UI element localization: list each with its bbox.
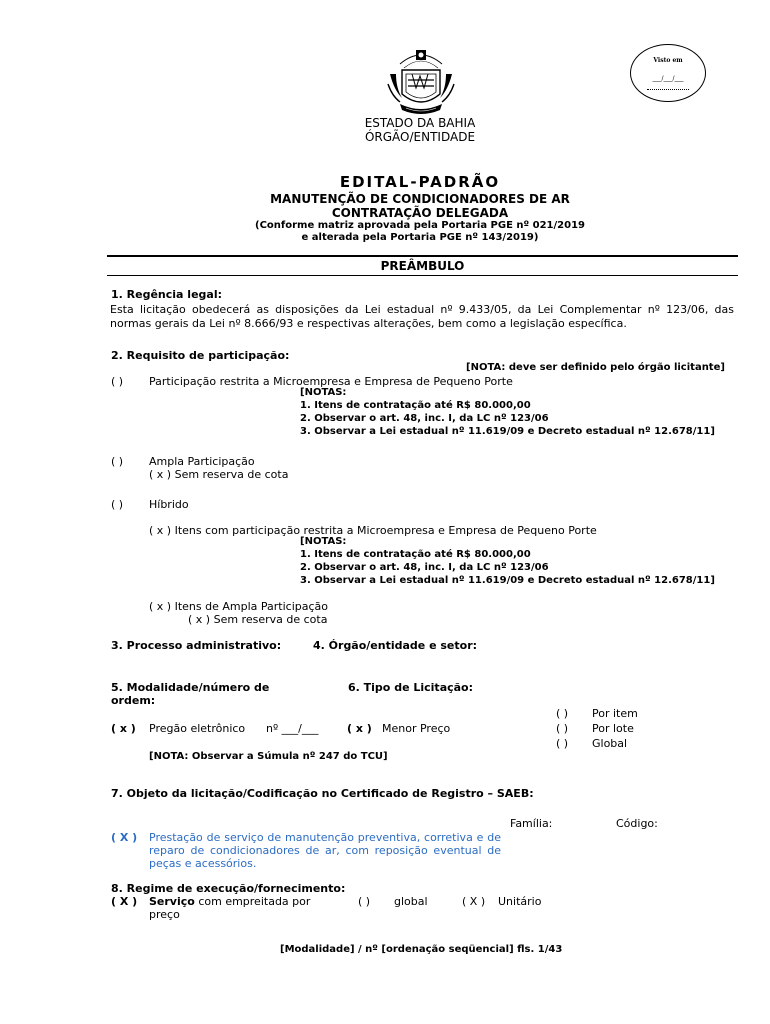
- s6-checkbox[interactable]: ( x ): [347, 722, 372, 735]
- s6-item-checkbox[interactable]: ( ): [556, 707, 569, 720]
- s2b-nota-1: 1. Itens de contratação até R$ 80.000,00: [300, 549, 531, 560]
- s6-option: Menor Preço: [382, 722, 451, 735]
- s2-opt3-label: Híbrido: [149, 498, 189, 511]
- document-title: EDITAL-PADRÃO: [339, 173, 501, 191]
- s1-text: Esta licitação obedecerá as disposições da Lei estadual nº 9.433/05, da Lei Complementar nº 123/06, das normas gerais da Lei nº 8.666/93 e respectivas alterações, bem como a legislação específica.: [110, 303, 734, 330]
- s6-global-label: Global: [592, 737, 628, 750]
- s6-item-label: Por item: [592, 707, 638, 720]
- s8-servico: [149, 895, 310, 908]
- s8-servico-rest: com empreitada por: [194, 895, 311, 908]
- stamp-date-line: ___/___/___: [652, 75, 684, 82]
- s6-lote-label: Por lote: [592, 722, 634, 735]
- s2-nota-2: 2. Observar o art. 48, inc. I, da LC nº 123/06: [300, 413, 549, 424]
- s5-heading: 5. Modalidade/número de: [111, 681, 270, 694]
- visto-stamp: [630, 44, 706, 102]
- bottom-divider: [107, 275, 738, 276]
- s2b-nota-3: 3. Observar a Lei estadual nº 11.619/09 e Decreto estadual nº 12.678/11]: [300, 575, 715, 586]
- s8-global-checkbox[interactable]: ( ): [358, 895, 371, 908]
- state-name: ESTADO DA BAHIA: [364, 116, 476, 130]
- s5-checkbox[interactable]: ( x ): [111, 722, 136, 735]
- s2-nota-1: 1. Itens de contratação até R$ 80.000,00: [300, 400, 531, 411]
- top-divider: [107, 255, 738, 257]
- s2-heading: 2. Requisito de participação:: [111, 349, 290, 362]
- page-footer: [Modalidade] / nº [ordenação seqüencial] fls. 1/43: [280, 944, 563, 955]
- s2-opt3-sub2[interactable]: ( x ) Itens de Ampla Participação: [149, 600, 328, 613]
- s2-opt3-sub3[interactable]: ( x ) Sem reserva de cota: [188, 613, 328, 626]
- org-name: ÓRGÃO/ENTIDADE: [364, 130, 476, 144]
- s2-opt2-label: Ampla Participação: [149, 455, 255, 468]
- s2b-notas-head: [NOTAS:: [300, 536, 347, 547]
- s2-nota: [NOTA: deve ser definido pelo órgão licitante]: [466, 362, 725, 373]
- stamp-signature-line: [647, 89, 689, 90]
- s2-opt1-checkbox[interactable]: ( ): [111, 375, 124, 388]
- s2b-nota-2: 2. Observar o art. 48, inc. I, da LC nº 123/06: [300, 562, 549, 573]
- s5-option: Pregão eletrônico: [149, 722, 246, 735]
- s7-heading: 7. Objeto da licitação/Codificação no Certificado de Registro – SAEB:: [111, 787, 534, 800]
- s8-checkbox[interactable]: ( X ): [111, 895, 138, 908]
- s8-unit-checkbox[interactable]: ( X ): [462, 895, 486, 908]
- stamp-title: Visto em: [653, 57, 683, 64]
- s2-opt2-sub[interactable]: ( x ) Sem reserva de cota: [149, 468, 289, 481]
- bahia-coat-of-arms-icon: [386, 44, 456, 118]
- document-subtitle-2: CONTRATAÇÃO DELEGADA: [331, 206, 509, 220]
- s6-heading: 6. Tipo de Licitação:: [348, 681, 474, 694]
- s1-heading: 1. Regência legal:: [111, 288, 222, 301]
- s8-global-label: global: [394, 895, 428, 908]
- s6-lote-checkbox[interactable]: ( ): [556, 722, 569, 735]
- s7-codigo-label: Código:: [616, 817, 658, 830]
- s2-opt3-sub1[interactable]: ( x ) Itens com participação restrita a Microempresa e Empresa de Pequeno Porte: [149, 524, 597, 537]
- document-subtitle: MANUTENÇÃO DE CONDICIONADORES DE AR: [270, 192, 570, 206]
- s6-global-checkbox[interactable]: ( ): [556, 737, 569, 750]
- s2-opt1-label: Participação restrita a Microempresa e Empresa de Pequeno Porte: [149, 375, 513, 388]
- s5-nota: [NOTA: Observar a Súmula nº 247 do TCU]: [149, 751, 388, 762]
- s5-number[interactable]: nº ___/___: [266, 722, 319, 735]
- s7-familia-label: Família:: [510, 817, 553, 830]
- s3-heading: 3. Processo administrativo:: [111, 639, 282, 652]
- s8-servico-bold: Serviço: [149, 895, 195, 908]
- s2-opt3-checkbox[interactable]: ( ): [111, 498, 124, 511]
- portaria-note-2: e alterada pela Portaria PGE nº 143/2019): [301, 232, 539, 243]
- s2-nota-3: 3. Observar a Lei estadual nº 11.619/09 e Decreto estadual nº 12.678/11]: [300, 426, 715, 437]
- s5-heading-2: ordem:: [111, 694, 156, 707]
- s8-unit-label: Unitário: [498, 895, 542, 908]
- s7-object: Prestação de serviço de manutenção preventiva, corretiva e de reparo de condicionadores de ar, com reposição eventual de peças e acessórios.: [149, 831, 501, 870]
- s8-heading: 8. Regime de execução/fornecimento:: [111, 882, 346, 895]
- s4-heading: 4. Órgão/entidade e setor:: [313, 639, 478, 652]
- s7-checkbox[interactable]: ( X ): [111, 831, 138, 844]
- s8-servico-line2: preço: [149, 908, 180, 921]
- s2-notas-head: [NOTAS:: [300, 387, 347, 398]
- portaria-note: (Conforme matriz aprovada pela Portaria PGE nº 021/2019: [255, 220, 585, 231]
- s2-opt2-checkbox[interactable]: ( ): [111, 455, 124, 468]
- preambulo-heading: PREÂMBULO: [380, 259, 465, 273]
